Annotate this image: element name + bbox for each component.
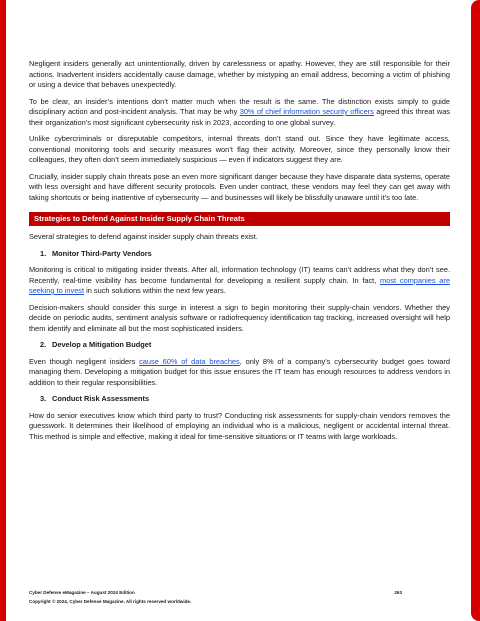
paragraph-2 <box>29 97 450 129</box>
page-footer <box>29 589 452 606</box>
paragraph-2-text-end: agreed this threat was their organization’s most significant cybersecurity risk in 2023, according to one global survey. <box>29 107 450 127</box>
item2-text-end: , only 8% of a company’s cybersecurity budget goes toward managing them. Developing a mitigation budget for this issue ensures the IT team has enough resources to address vendors in addition to their regular responsibilities. <box>29 356 450 387</box>
section-intro: Several strategies to defend against insider supply chain threats exist. <box>29 232 258 241</box>
ciso-survey-link[interactable]: 30% of chief information security officers <box>239 107 374 116</box>
item-title: Monitor Third-Party Vendors <box>52 248 152 258</box>
item3-paragraph-1: How do senior executives know which third party to trust? Conducting risk assessments for supply-chain vendors removes the guesswork. It determines their likelihood of employing an individual who is a malicious, negligent or accidental internal threat. This method is simple and effective, making it ideal for time-sensitive situations or IT teams with large workloads. <box>29 410 450 441</box>
paragraph-2-text: To be clear, an insider’s intentions don’t matter much when the result is the same. The distinction exists simply to guide disciplinary action and post-incident analysis. That may be why <box>29 96 450 116</box>
page-number: 263 <box>394 590 402 595</box>
paragraph-3: Unlike cybercriminals or disreputable competitors, internal threats don’t stand out. Since they have legitimate access, conventional monitoring tools and security measures won’t flag their activity. Moreover, since they personally know their colleagues, they often don’t seem immediately suspicious — even if indicators suggest they are. <box>29 134 450 164</box>
footer-edition: Cyber Defense eMagazine – August 2024 Edition <box>29 590 135 595</box>
item1-text-end: in such solutions within the next few years. <box>84 286 226 295</box>
item-number: 1. <box>40 248 47 258</box>
item-heading-2 <box>29 340 450 351</box>
data-breaches-link[interactable]: cause 60% of data breaches <box>139 356 240 366</box>
item-title: Conduct Risk Assessments <box>52 394 150 403</box>
item-number: 3. <box>40 394 47 403</box>
left-red-edge <box>0 0 6 621</box>
item-title: Develop a Mitigation Budget <box>52 340 152 349</box>
item1-paragraph-2: Decision-makers should consider this surge in interest a sign to begin monitoring their supply-chain vendors. Whether they decide on periodic audits, sentiment analysis software or radiofrequency identification tag tracking, increased oversight will help them identify and eliminate all but the most sophisticated insiders. <box>29 302 450 333</box>
paragraph-1: Negligent insiders generally act unintentionally, driven by carelessness or apathy. However, they are still responsible for their actions. Inadvertent insiders accidentally cause damage, whether by mistyping an email address, becoming a victim of phishing or using a device that behaves unexpectedly. <box>29 59 450 89</box>
right-red-edge <box>471 0 480 621</box>
item2-text: Even though negligent insiders <box>29 356 140 366</box>
paragraph-4: Crucially, insider supply chain threats pose an even more significant danger because they have disparate data systems, operate with less oversight and have different security protocols. Even under contract, these vendors may feel they can get away with taking shortcuts or being inattentive of cybersecurity — and businesses will likely be blissfully unaware until it’s too late. <box>29 171 450 202</box>
invest-link[interactable]: most companies are seeking to invest <box>29 275 450 295</box>
item-heading-3 <box>29 394 450 405</box>
item1-paragraph-1 <box>29 265 450 297</box>
item-heading-1 <box>29 249 450 260</box>
section-heading: Strategies to Defend Against Insider Supply Chain Threats <box>29 212 450 226</box>
item2-paragraph-1 <box>29 357 450 389</box>
footer-copyright: Copyright © 2024, Cyber Defense Magazine. All rights reserved worldwide. <box>29 598 192 604</box>
item-number: 2. <box>40 340 47 349</box>
article-body <box>29 59 450 448</box>
item1-text: Monitoring is critical to mitigating insider threats. After all, information technology (IT) teams can’t address what they don’t see. Recently, real-time visibility has become fundamental for developing a resilient supply chain. In fact, <box>29 265 450 285</box>
